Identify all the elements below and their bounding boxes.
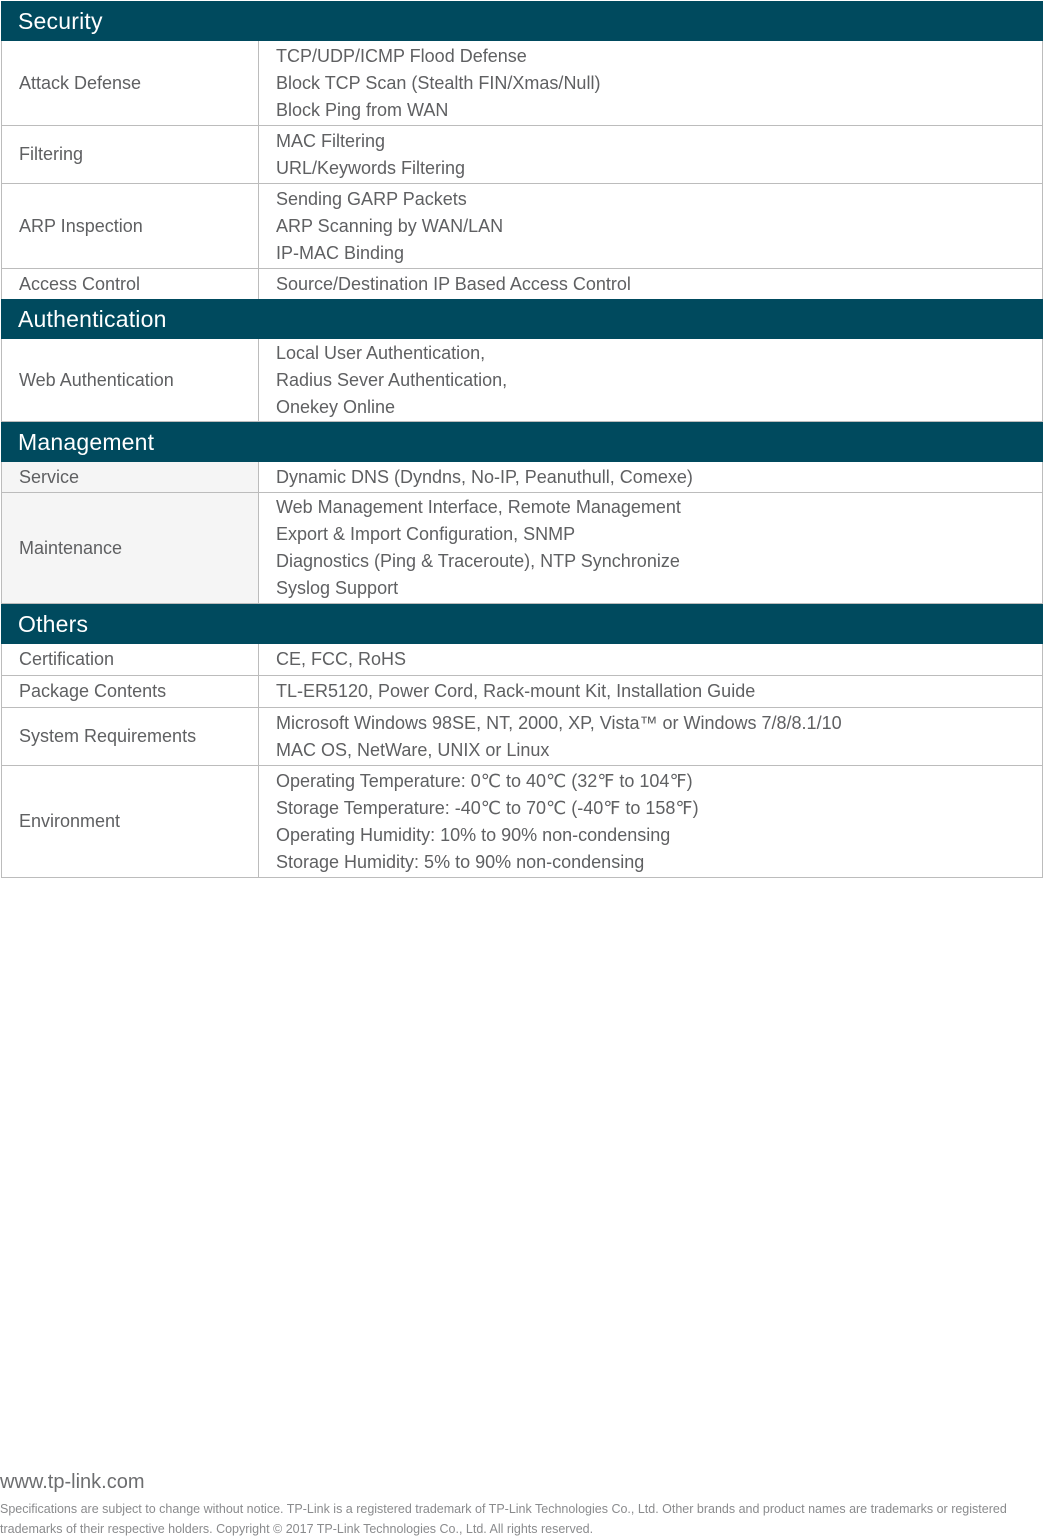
row-value	[259, 644, 1042, 675]
value-line: Sending GARP Packets	[276, 188, 467, 209]
spec-table	[1, 1, 1043, 878]
table-row	[2, 462, 1042, 493]
value-line: Radius Sever Authentication,	[276, 369, 508, 390]
value-line: MAC OS, NetWare, UNIX or Linux	[276, 739, 550, 760]
row-value	[259, 339, 1042, 421]
table-row	[2, 184, 1042, 269]
value-line: MAC Filtering	[276, 130, 386, 151]
value-line: URL/Keywords Filtering	[276, 157, 466, 178]
table-row	[2, 269, 1042, 299]
row-label: ARP Inspection	[2, 184, 259, 268]
table-row	[2, 766, 1042, 878]
section-others	[1, 604, 1043, 878]
table-row	[2, 41, 1042, 126]
value-line: Local User Authentication,	[276, 342, 486, 363]
value-line: Syslog Support	[276, 578, 399, 598]
value-line: Storage Humidity: 5% to 90% non-condensing	[276, 851, 645, 872]
footer-legal-note: Specifications are subject to change without notice. TP-Link is a registered trademark of TP-Link Technologies Co., Ltd. Other brands and product names are trademarks or registered trademarks of their respective holders. Copyright © 2017 TP-Link Technologies Co., Ltd. All rights reserved.	[0, 1502, 1007, 1536]
row-label: Filtering	[2, 126, 259, 183]
row-value	[259, 676, 1042, 707]
section-management	[1, 422, 1043, 604]
row-value	[259, 462, 1042, 492]
value-line: Onekey Online	[276, 396, 396, 417]
value-line: Operating Temperature: 0℃ to 40℃ (32℉ to 104℉)	[276, 770, 693, 791]
value-line: ARP Scanning by WAN/LAN	[276, 215, 504, 236]
row-value	[259, 41, 1042, 125]
section-header: Management	[1, 422, 1043, 462]
row-label: Web Authentication	[2, 339, 259, 421]
footer	[0, 1468, 1044, 1539]
value-line: Diagnostics (Ping & Traceroute), NTP Synchronize	[276, 551, 680, 571]
row-value	[259, 269, 1042, 299]
value-line: IP-MAC Binding	[276, 242, 405, 263]
table-row	[2, 339, 1042, 422]
row-label: System Requirements	[2, 708, 259, 765]
section-authentication	[1, 299, 1043, 422]
row-value	[259, 708, 1042, 765]
row-value	[259, 766, 1042, 877]
value-line: Microsoft Windows 98SE, NT, 2000, XP, Vista™ or Windows 7/8/8.1/10	[276, 712, 842, 733]
row-label: Environment	[2, 766, 259, 877]
section-body	[1, 462, 1043, 604]
section-header: Others	[1, 604, 1043, 644]
row-value	[259, 493, 1042, 603]
section-header: Security	[1, 1, 1043, 41]
row-label: Access Control	[2, 269, 259, 299]
section-body	[1, 339, 1043, 422]
value-line: TCP/UDP/ICMP Flood Defense	[276, 45, 527, 66]
section-body	[1, 41, 1043, 299]
row-label: Attack Defense	[2, 41, 259, 125]
row-label: Certification	[2, 644, 259, 675]
section-header: Authentication	[1, 299, 1043, 339]
table-row	[2, 493, 1042, 604]
row-label: Service	[2, 462, 259, 492]
table-row	[2, 676, 1042, 708]
row-label: Package Contents	[2, 676, 259, 707]
footer-url[interactable]: www.tp-link.com	[0, 1471, 145, 1493]
value-line: Source/Destination IP Based Access Control	[276, 273, 631, 294]
value-line: Block TCP Scan (Stealth FIN/Xmas/Null)	[276, 72, 601, 93]
row-value	[259, 184, 1042, 268]
row-value	[259, 126, 1042, 183]
table-row	[2, 126, 1042, 184]
value-line: CE, FCC, RoHS	[276, 649, 407, 669]
table-row	[2, 708, 1042, 766]
table-row	[2, 644, 1042, 676]
section-security	[1, 1, 1043, 299]
row-label: Maintenance	[2, 493, 259, 603]
section-body	[1, 644, 1043, 878]
value-line: Storage Temperature: -40℃ to 70℃ (-40℉ to 158℉)	[276, 797, 699, 818]
value-line: Block Ping from WAN	[276, 99, 449, 120]
value-line: Dynamic DNS (Dyndns, No-IP, Peanuthull, Comexe)	[276, 466, 693, 487]
value-line: Web Management Interface, Remote Management	[276, 497, 681, 517]
value-line: Export & Import Configuration, SNMP	[276, 524, 576, 544]
value-line: TL-ER5120, Power Cord, Rack-mount Kit, Installation Guide	[276, 681, 756, 701]
value-line: Operating Humidity: 10% to 90% non-condensing	[276, 824, 671, 845]
